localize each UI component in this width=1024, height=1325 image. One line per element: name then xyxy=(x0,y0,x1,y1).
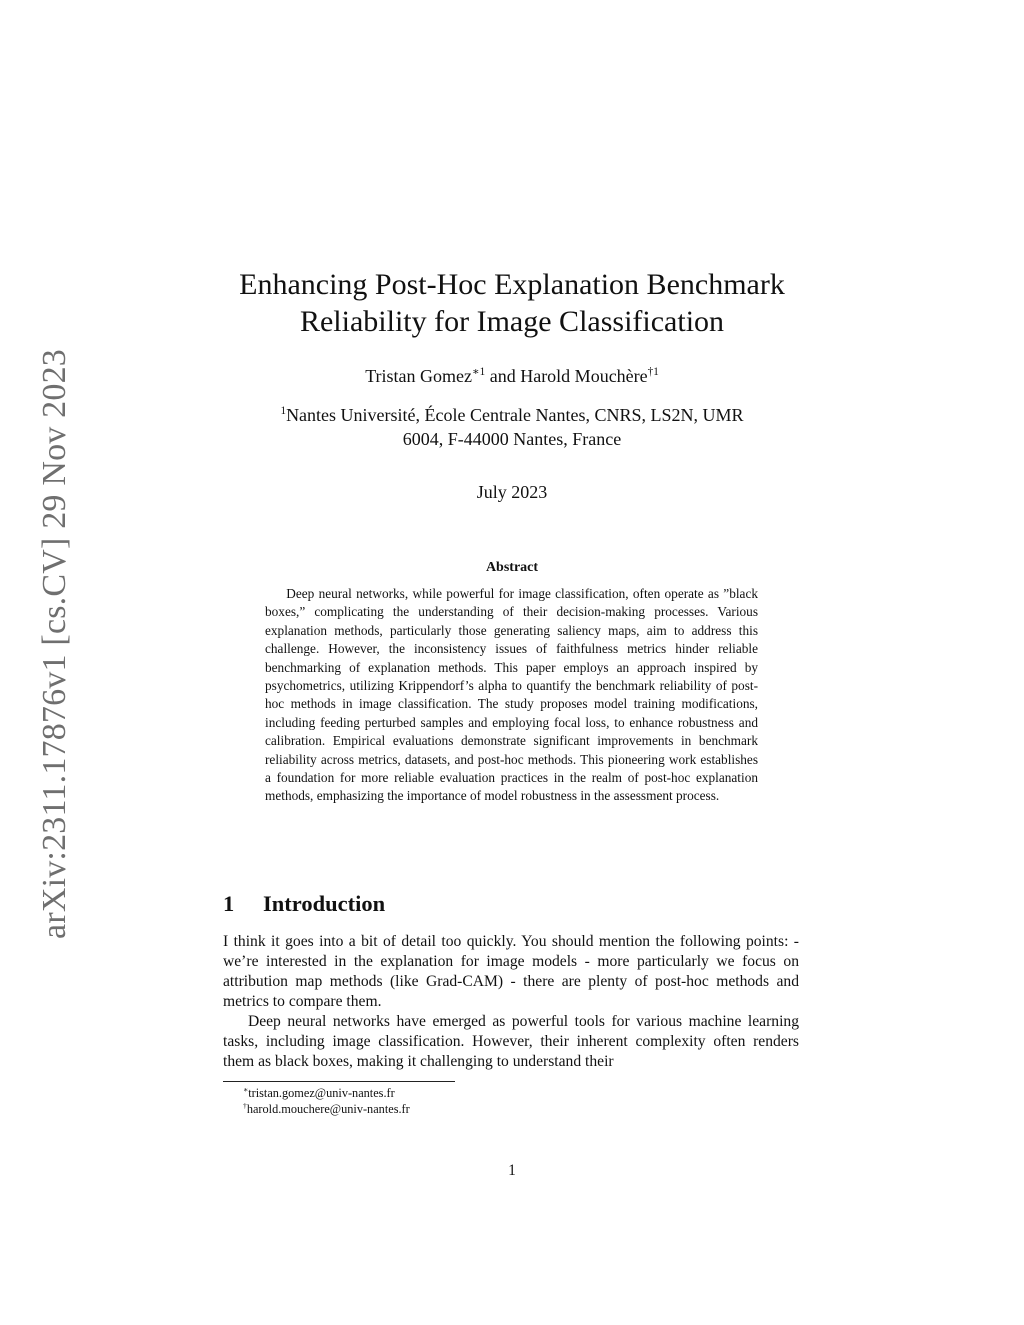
footnote-1-email: tristan.gomez@univ-nantes.fr xyxy=(248,1086,395,1100)
section-number: 1 xyxy=(223,891,235,916)
abstract-text: Deep neural networks, while powerful for image classification, often operate as ”black boxes,” complicating the understanding of their decision-making processes. Various explanation methods, particularly those generating saliency maps, aim to address this challenge. However, the inconsistency issues of faithfulness metrics hinder reliable benchmarking of explanation methods. This paper employs an approach inspired by psychometrics, utilizing Krippendorf’s alpha to quantify the benchmark reliability of post-hoc methods in image classification. The study proposes model training modifications, including feeding perturbed samples and employing focal loss, to enhance robustness and calibration. Empirical evaluations demonstrate significant improvements in benchmark reliability across metrics, datasets, and post-hoc methods. This pioneering work establishes a foundation for more reliable evaluation practices in the realm of post-hoc explanation methods, emphasizing the importance of model robustness in the assessment process. xyxy=(265,586,758,804)
page-number: 1 xyxy=(508,1162,516,1179)
introduction-body xyxy=(223,932,799,1072)
arxiv-side-stamp xyxy=(34,349,76,939)
footnote-1-mark: ∗ xyxy=(243,1085,249,1095)
author-conjunction: and xyxy=(485,366,521,386)
affiliation-line-1 xyxy=(222,403,802,427)
affiliation-line-1-text: Nantes Université, École Centrale Nantes, CNRS, LS2N, UMR xyxy=(286,405,744,425)
footnote-1 xyxy=(243,1085,410,1101)
footnotes xyxy=(243,1085,410,1117)
affiliation xyxy=(222,403,802,451)
footnote-2-email: harold.mouchere@univ-nantes.fr xyxy=(246,1102,410,1116)
author-1-name: Tristan Gomez xyxy=(365,366,473,386)
abstract-heading: Abstract xyxy=(485,560,539,575)
section-heading xyxy=(223,889,385,919)
intro-paragraph-1: I think it goes into a bit of detail too quickly. You should mention the following points: - we’re interested in the explanation for image models - more particularly we focus on attribution map methods (like Grad-CAM) - there are plenty of post-hoc methods and metrics to compare them. xyxy=(223,933,799,1010)
arxiv-identifier: arXiv:2311.17876v1 [cs.CV] 29 Nov 2023 xyxy=(36,349,74,939)
title-line-2: Reliability for Image Classification xyxy=(299,305,725,338)
footnote-2-mark: † xyxy=(243,1101,247,1111)
author-1-mark: ∗1 xyxy=(472,365,486,378)
paper-date: July 2023 xyxy=(476,482,548,502)
affiliation-mark: 1 xyxy=(280,404,287,417)
footnote-divider xyxy=(223,1081,455,1082)
paper-title xyxy=(222,266,802,340)
affiliation-line-2: 6004, F-44000 Nantes, France xyxy=(402,429,622,449)
author-2-mark: †1 xyxy=(647,365,659,378)
author-2-name: Harold Mouchère xyxy=(520,366,648,386)
footnote-2 xyxy=(243,1101,410,1117)
author-list xyxy=(222,364,802,388)
intro-paragraph-2: Deep neural networks have emerged as powerful tools for various machine learning tasks, including image classification. However, their inherent complexity often renders them as black boxes, making it challenging to understand their xyxy=(223,1013,799,1070)
section-title: Introduction xyxy=(263,891,386,916)
title-line-1: Enhancing Post-Hoc Explanation Benchmark xyxy=(239,268,785,301)
